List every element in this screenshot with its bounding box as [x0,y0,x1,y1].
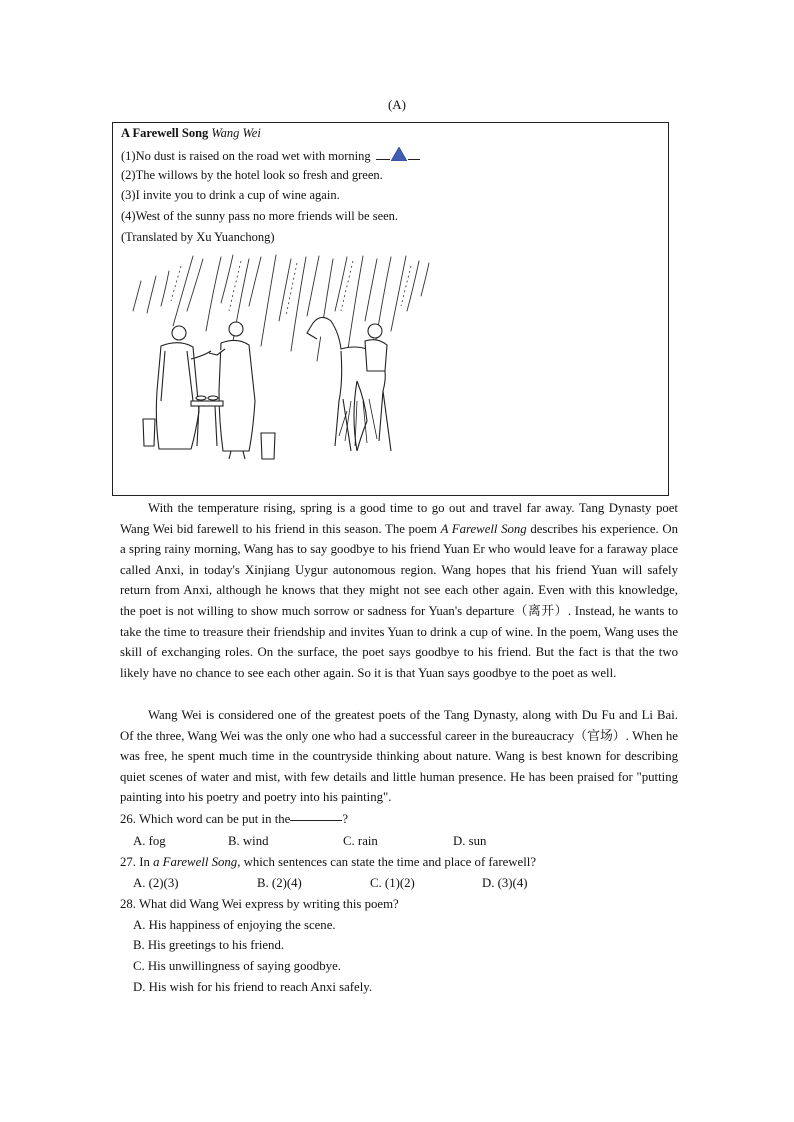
farewell-illustration [121,251,441,473]
q27-option-c[interactable]: C. (1)(2) [370,876,415,890]
passage-paragraph-2: Wang Wei is considered one of the greatest poets of the Tang Dynasty, along with Du Fu and Li Bai. Of the three, Wang Wei was the only one who had a successful career in the bureaucracy（官场）. When he was free, he spent much time in the countryside thinking about nature. Wang is best known for describing quiet scenes of water and mist, with few details and little human presence. He has been praised for "putting painting into his poetry and poetry into his painting". [120,708,678,805]
poem-line-2: (2)The willows by the hotel look so fresh and green. [121,168,383,182]
section-label: (A) [387,97,407,112]
passage-paragraph-1 [120,498,678,683]
q26-option-d[interactable]: D. sun [453,834,487,848]
poem-title-line [121,126,261,141]
q27-stem-title: a Farewell Song [153,855,238,869]
poem-blank-end [408,159,420,160]
q26-blank [290,820,342,821]
q28-option-b[interactable]: B. His greetings to his friend. [133,938,285,952]
question-28: 28. What did Wang Wei express by writing this poem? [120,897,399,911]
triangle-icon [391,147,407,161]
poem-line-1 [121,147,420,164]
q26-end: ? [342,812,349,826]
poem-line-3: (3)I invite you to drink a cup of wine again. [121,188,340,202]
passage-p1-rest: describes his experience. On a spring rainy morning, Wang has to say goodbye to his friend Yuan Er who would leave for a faraway place called Anxi, in today's Xinjiang Uygur autonomous region. Wang hopes that his friend Yuan will safely return from Anxi, although he knows that they might not see each other again. Even with this knowledge, the poet is not willing to show much sorrow or sadness for Yuan's departure（离开）. Instead, he wants to take the time to treasure their friendship and invites Yuan to drink a cup of wine. In the poem, Wang uses the skill of exchanging roles. On the surface, the poet says goodbye to his friend. But the fact is that the two likely have no chance to see each other again. So it is that Yuan says goodbye to the poet as well. [120,521,678,680]
q27-stem-end: , which sentences can state the time and place of farewell? [237,855,536,869]
q26-option-a[interactable]: A. fog [133,834,166,848]
poem-line-4: (4)West of the sunny pass no more friends will be seen. [121,209,399,223]
question-26 [120,812,348,827]
poem-box [112,122,669,496]
q26-option-c[interactable]: C. rain [343,834,378,848]
q26-option-b[interactable]: B. wind [228,834,269,848]
poem-title: A Farewell Song [121,126,209,140]
q27-option-b[interactable]: B. (2)(4) [257,876,302,890]
passage-p1-start: With the temperature rising, spring is a good time to go out and travel far away. Tang Dynasty poet Wang Wei bid farewell to his friend in this season. The poem [120,501,678,536]
poem-line-1-text: (1)No dust is raised on the road wet with morning [121,149,371,163]
q27-option-a[interactable]: A. (2)(3) [133,876,179,890]
q28-option-c[interactable]: C. His unwillingness of saying goodbye. [133,959,341,973]
q28-option-a[interactable]: A. His happiness of enjoying the scene. [133,918,336,932]
q27-stem-start: 27. In [120,855,154,869]
passage-p1-poem-title: A Farewell Song [440,521,527,536]
poem-blank [376,159,390,160]
q28-option-d[interactable]: D. His wish for his friend to reach Anxi safely. [133,980,373,994]
poem-translator: (Translated by Xu Yuanchong) [121,230,275,244]
question-27 [120,855,536,870]
q26-stem: 26. Which word can be put in the [120,812,291,826]
q27-option-d[interactable]: D. (3)(4) [482,876,528,890]
poem-author: Wang Wei [211,126,261,140]
